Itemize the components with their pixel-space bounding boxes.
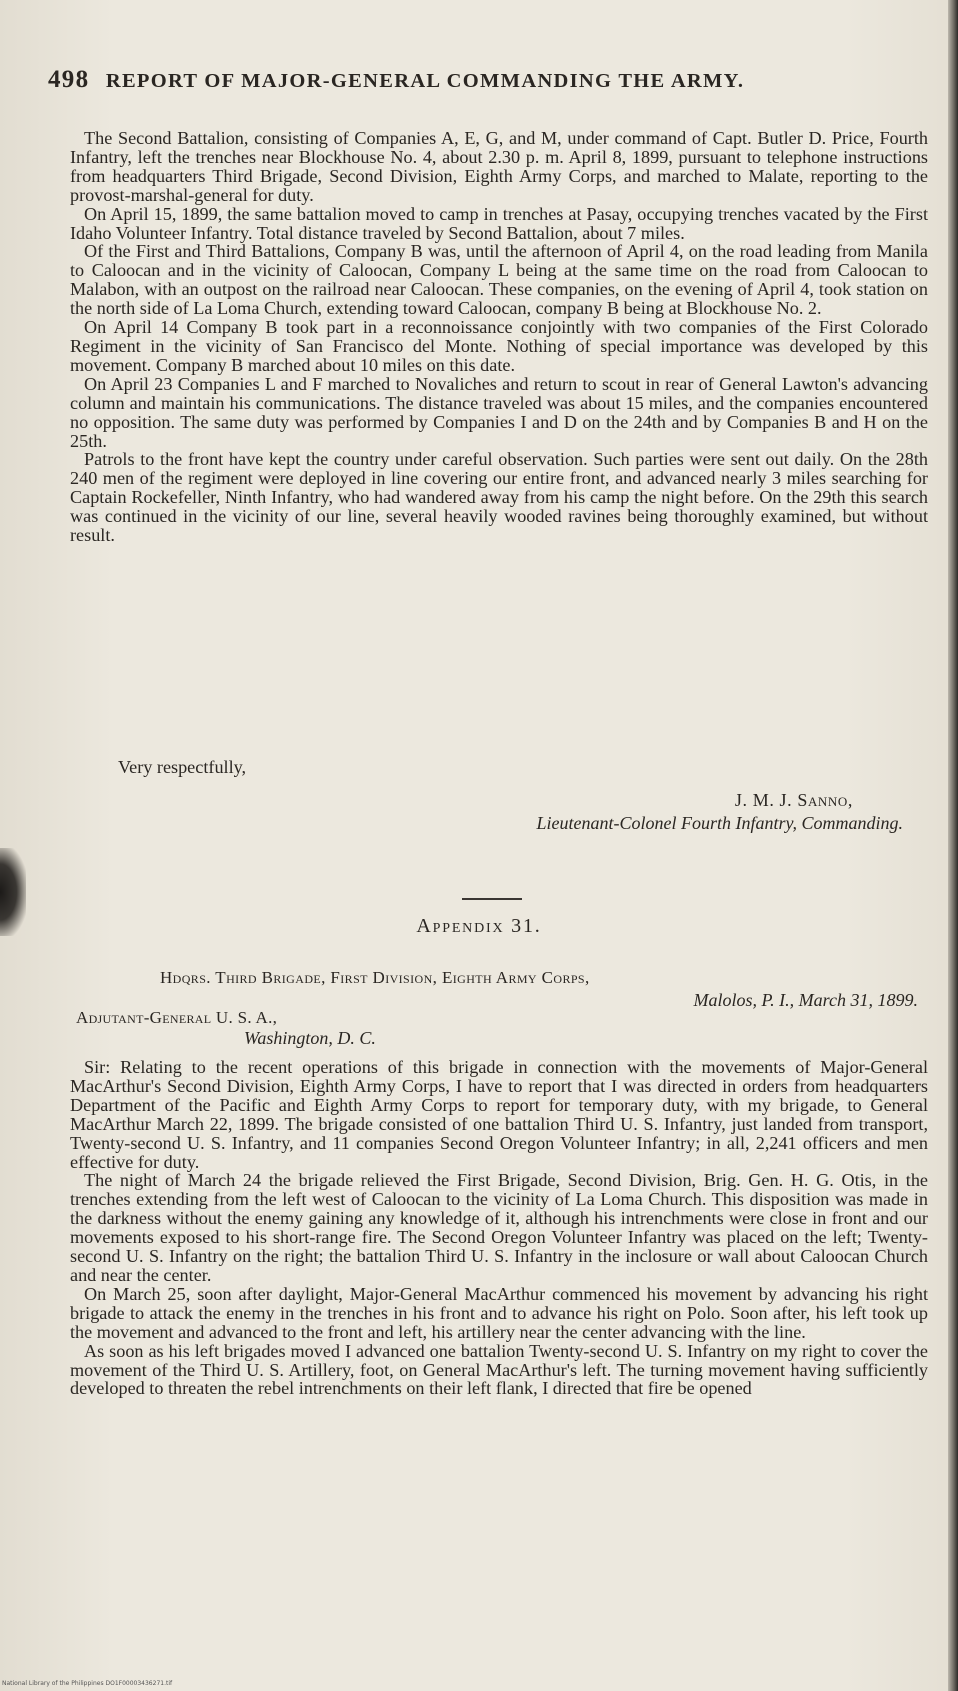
paragraph: On April 23 Companies L and F marched to Novaliches and return to scout in rear of General Lawton's advancing column and maintain his communications. The distance traveled was about 15 miles, and the companies encountered no opposition. The same duty was performed by Companies I and D on the 24th and by Companies B and H on the 25th. xyxy=(70,373,928,451)
scan-credit: National Library of the Philippines DO1F00003436271.tif xyxy=(2,1680,173,1687)
paragraph: On April 15, 1899, the same battalion moved to camp in trenches at Pasay, occupying trenches vacated by the First Idaho Volunteer Infantry. Total distance traveled by Second Battalion, about 7 miles. xyxy=(70,203,928,243)
paragraph: On March 25, soon after daylight, Major-General MacArthur commenced his movement by advancing his right brigade to attack the enemy in the trenches in his front and to advance his right on Polo. Soon after, his left took up the movement and advanced to the front and left, his artillery near the center advancing with the line. xyxy=(70,1283,928,1342)
signer-title: Lieutenant-Colonel Fourth Infantry, Commanding. xyxy=(536,813,903,833)
paragraph: Sir: Relating to the recent operations of this brigade in connection with the movements of Major-General MacArthur's Second Division, Eighth Army Corps, I have to report that I was directed in orders from headquarters Department of the Pacific and Eighth Army Corps to report for temporary duty, with my brigade, to General MacArthur March 22, 1899. The brigade consisted of one battalion Third U. S. Infantry, just landed from transport, Twenty-second U. S. Infantry, and 11 companies Second Oregon Volunteer Infantry; in all, 2,241 officers and men effective for duty. xyxy=(70,1057,928,1172)
page-number: 498 xyxy=(48,66,90,93)
appendix-heading: Appendix 31. xyxy=(416,915,542,937)
paragraph: Of the First and Third Battalions, Company B was, until the afternoon of April 4, on the road leading from Manila to Caloocan and in the vicinity of Caloocan, Company L being at the same time on the road from Caloocan to Malabon, with an outpost on the railroad near Caloocan. These companies, on the evening of April 4, took station on the north side of La Loma Church, extending toward Caloocan, company B being at Blockhouse No. 2. xyxy=(70,241,928,319)
appendix-body xyxy=(70,1058,928,1398)
signer-name: J. M. J. Sanno, xyxy=(734,790,853,810)
addressee-location: Washington, D. C. xyxy=(244,1028,376,1048)
paragraph: Patrols to the front have kept the country under careful observation. Such parties were sent out daily. On the 28th 240 men of the regiment were deployed in line covering our entire front, and advanced nearly 3 miles searching for Captain Rockefeller, Ninth Infantry, who had wandered away from his camp the night before. On the 29th this search was continued in the vicinity of our line, several heavily wooded ravines being thoroughly examined, but without result. xyxy=(70,449,928,546)
dateline: Malolos, P. I., March 31, 1899. xyxy=(693,990,918,1010)
closing-salutation: Very respectfully, xyxy=(118,757,247,777)
page-edge-shadow xyxy=(948,0,958,1691)
headquarters-line: Hdqrs. Third Brigade, First Division, Eighth Army Corps, xyxy=(160,968,590,987)
running-header xyxy=(48,66,888,94)
section-divider xyxy=(462,898,522,900)
running-title: REPORT OF MAJOR-GENERAL COMMANDING THE ARMY. xyxy=(105,70,745,92)
paragraph: As soon as his left brigades moved I advanced one battalion Twenty-second U. S. Infantry on my right to cover the movement of the Third U. S. Artillery, foot, on General MacArthur's left. The turning movement having sufficiently developed to threaten the rebel intrenchments on their left flank, I directed that fire be opened xyxy=(70,1340,928,1399)
addressee: Adjutant-General U. S. A., xyxy=(76,1008,278,1027)
paragraph: On April 14 Company B took part in a reconnoissance conjointly with two companies of the First Colorado Regiment in the vicinity of San Francisco del Monte. Nothing of special importance was developed by this movement. Company B marched about 10 miles on this date. xyxy=(70,317,928,375)
paragraph: The night of March 24 the brigade relieved the First Brigade, Second Division, Brig. Gen. H. G. Otis, in the trenches extending from the left west of Caloocan to the vicinity of La Loma Church. This disposition was made in the darkness without the enemy gaining any knowledge of it, although his intrenchments were close in front and our movements exposed to his short-range fire. The Second Oregon Volunteer Infantry was placed on the left; Twenty-second U. S. Infantry on the right; the battalion Third U. S. Infantry in the inclosure or wall about Caloocan Church and near the center. xyxy=(70,1170,928,1285)
report-body xyxy=(70,129,928,545)
paragraph: The Second Battalion, consisting of Companies A, E, G, and M, under command of Capt. Butler D. Price, Fourth Infantry, left the trenches near Blockhouse No. 4, about 2.30 p. m. April 8, 1899, pursuant to telephone instructions from headquarters Third Brigade, Second Division, Eighth Army Corps, and marched to Malate, reporting to the provost-marshal-general for duty. xyxy=(70,128,928,205)
